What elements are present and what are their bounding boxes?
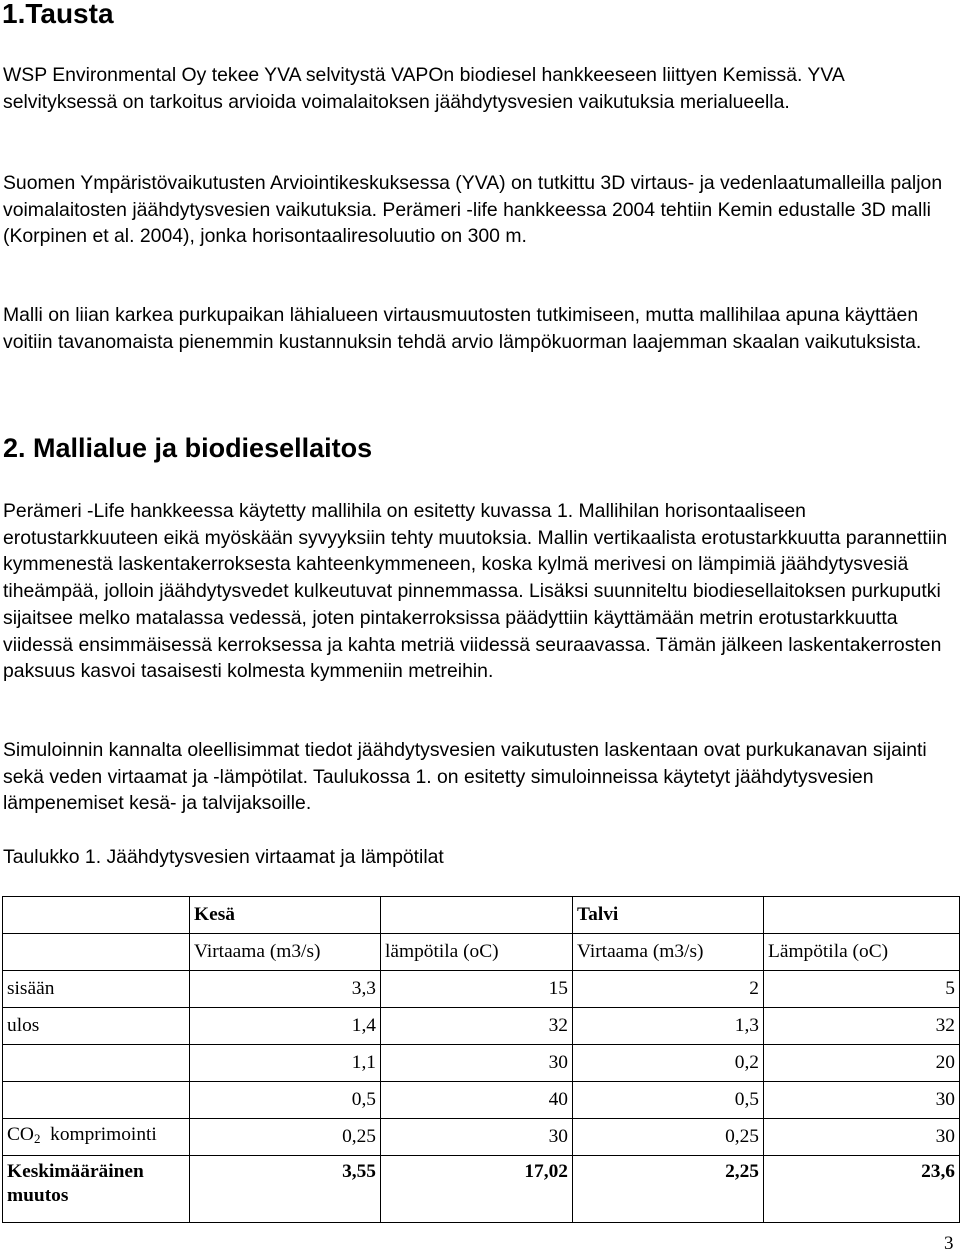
- table-header-cell: Lämpötila (oC): [764, 934, 960, 971]
- table-row: [3, 1008, 960, 1045]
- paragraph: WSP Environmental Oy tekee YVA selvitystä VAPOn biodiesel hankkeeseen liittyen Kemissä. YVA selvityksessä on tarkoitus arvioida voimalaitoksen jäähdytysvesien vaikutuksia merialueella.: [3, 64, 844, 113]
- data-table: [2, 896, 960, 1223]
- table-cell: [3, 934, 190, 971]
- paragraph: Simuloinnin kannalta oleellisimmat tiedot jäähdytysvesien vaikutusten laskentaan ovat purkukanavan sijainti sekä veden virtaamat ja -lämpötilat. Taulukossa 1. on esitetty simuloinneissa käytetyt jäähdytysvesien lämpenemiset kesä- ja talvijaksoille.: [3, 739, 927, 815]
- table-cell: 0,2: [573, 1045, 764, 1082]
- table-row: [3, 971, 960, 1008]
- table-cell: 17,02: [381, 1156, 573, 1223]
- table-row-season: [3, 897, 960, 934]
- row-label: [3, 1119, 190, 1156]
- table-cell: 30: [764, 1082, 960, 1119]
- table-cell: 0,5: [573, 1082, 764, 1119]
- table-row: [3, 1119, 960, 1156]
- row-label-rest: komprimointi: [50, 1124, 157, 1145]
- table-cell: 40: [381, 1082, 573, 1119]
- table-cell: 3,3: [190, 971, 381, 1008]
- table-header-cell: lämpötila (oC): [381, 934, 573, 971]
- table-cell: 2,25: [573, 1156, 764, 1223]
- table-header-cell: Talvi: [573, 897, 764, 934]
- row-label: [3, 1045, 190, 1082]
- row-label: [3, 1082, 190, 1119]
- table-cell: 3,55: [190, 1156, 381, 1223]
- row-label-subscript: 2: [33, 1131, 41, 1146]
- table-cell: 0,25: [190, 1119, 381, 1156]
- table-cell: [764, 897, 960, 934]
- table-cell: 0,5: [190, 1082, 381, 1119]
- page-number: 3: [944, 1233, 954, 1254]
- table-cell: [381, 897, 573, 934]
- table-row: [3, 1082, 960, 1119]
- row-label: ulos: [3, 1008, 190, 1045]
- paragraph: Suomen Ympäristövaikutusten Arviointikeskuksessa (YVA) on tutkittu 3D virtaus- ja vedenlaatumalleilla paljon voimalaitosten jäähdytysvesien vaikutuksia. Perämeri -life hankkeessa 2004 tehtiin Kemin edustalle 3D malli (Korpinen et al. 2004), jonka horisontaaliresoluutio on 300 m.: [3, 172, 943, 248]
- row-label: sisään: [3, 971, 190, 1008]
- row-label: Keskimääräinen muutos: [3, 1156, 190, 1223]
- table-cell: 32: [764, 1008, 960, 1045]
- table-header-cell: Virtaama (m3/s): [190, 934, 381, 971]
- table-cell: 20: [764, 1045, 960, 1082]
- table-cell: 5: [764, 971, 960, 1008]
- table-cell: 2: [573, 971, 764, 1008]
- paragraph: Perämeri -Life hankkeessa käytetty mallihila on esitetty kuvassa 1. Mallihilan horisontaaliseen erotustarkkuuteen eikä myöskään syvyyksiin tehty muutoksia. Mallin vertikaalista erotustarkkuutta parannettiin kymmenestä laskentakerroksesta kahteenkymmeneen, koska kylmä merivesi on lämpimiä jäähdytysvesiä tiheämpää, jolloin jäähdytysvedet kulkeutuvat pinnemmassa. Lisäksi suunniteltu biodiesellaitoksen purkuputki sijaitsee melko matalassa vedessä, joten pintakerroksissa päädyttiin käyttämään metrin erotustarkkuutta viidessä ensimmäisessä kerroksessa ja kahta metriä viidessä seuraavassa. Tämän jälkeen laskentakerrosten paksuus kasvoi tasaisesti kolmesta kymmeniin metreihin.: [3, 500, 948, 683]
- table-cell: 15: [381, 971, 573, 1008]
- table-cell: 30: [381, 1119, 573, 1156]
- table-caption: Taulukko 1. Jäähdytysvesien virtaamat ja lämpötilat: [3, 846, 444, 868]
- table-cell: 1,4: [190, 1008, 381, 1045]
- section-heading-tausta: 1.Tausta: [2, 0, 114, 29]
- table-row-average: [3, 1156, 960, 1223]
- table-header-cell: Virtaama (m3/s): [573, 934, 764, 971]
- table-row: [3, 1045, 960, 1082]
- table-cell: 1,1: [190, 1045, 381, 1082]
- table-row-columns: [3, 934, 960, 971]
- row-label-main: CO: [7, 1124, 34, 1145]
- table-cell: 30: [381, 1045, 573, 1082]
- section-heading-mallialue: 2. Mallialue ja biodiesellaitos: [3, 433, 373, 463]
- paragraph: Malli on liian karkea purkupaikan lähialueen virtausmuutosten tutkimiseen, mutta mallihilaa apuna käyttäen voitiin tavanomaista pienemmin kustannuksin tehdä arvio lämpökuorman laajemman skaalan vaikutuksista.: [3, 304, 922, 353]
- table-cell: 30: [764, 1119, 960, 1156]
- table-header-cell: Kesä: [190, 897, 381, 934]
- table-cell: 1,3: [573, 1008, 764, 1045]
- table-cell: [3, 897, 190, 934]
- table-cell: 32: [381, 1008, 573, 1045]
- table-cell: 23,6: [764, 1156, 960, 1223]
- table-cell: 0,25: [573, 1119, 764, 1156]
